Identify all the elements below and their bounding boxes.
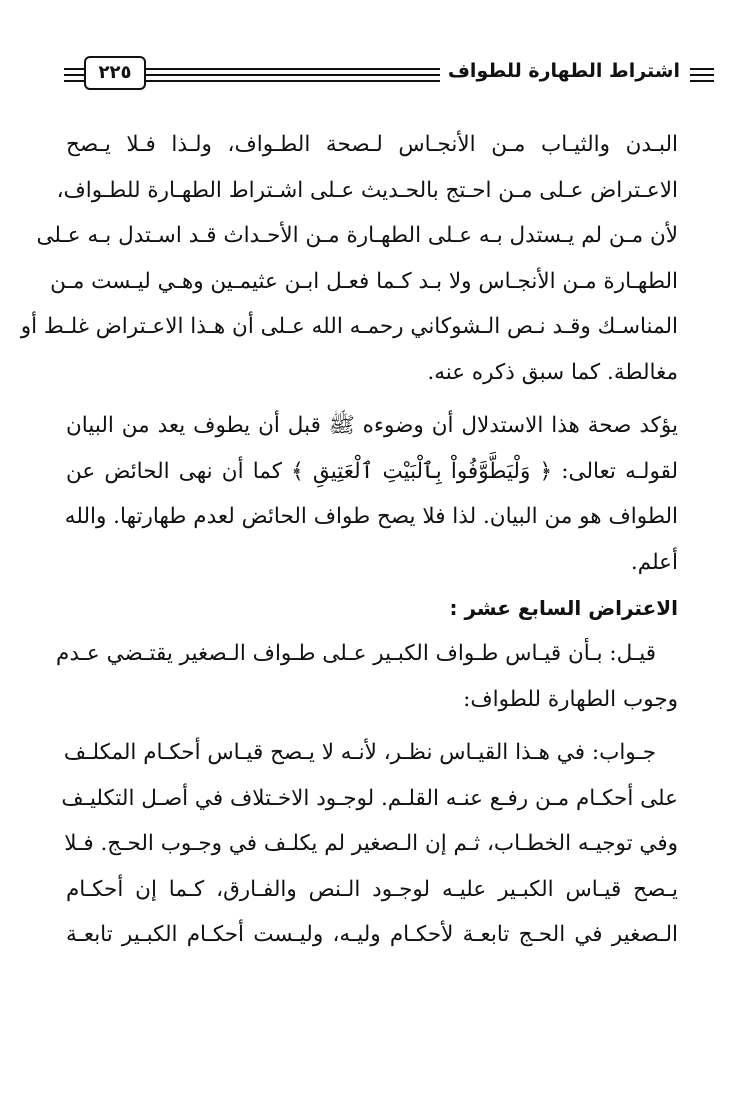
text-line: الطواف هو من البيان. لذا فلا يصح طواف الحائض لعدم طهارتها. والله [64,504,678,529]
text-line: الطهـارة مـن الأنجـاس ولا بـد كـما فعـل ابـن عثيمـين وهـي ليـست مـن [50,268,678,294]
text-line: لأن مـن لم يـستدل بـه عـلى الطهـارة مـن الأحـداث قـد اسـتدل بـه عـلى [36,223,678,248]
objection-paragraph [56,631,678,722]
text-line: أعلم. [630,549,678,575]
paragraph-2 [66,403,678,585]
header-left-mark [64,68,84,82]
paragraph-1 [20,122,678,395]
text-line: على أحكـام مـن رفـع عنـه القلـم. لوجـود الاخـتلاف في أصـل التكليـف [61,785,678,811]
header-title: اشتراط الطهارة للطواف [440,60,690,82]
text-line: يؤكد صحة هذا الاستدلال أن وضوءه ﷺ قبل أن يطوف يعد من البيان [66,413,678,438]
text-line: المناسـك وقـد نـص الـشوكاني رحمـه الله عـلى أن هـذا الاعـتراض غلـط أو [20,314,678,339]
text-line: جـواب: في هـذا القيـاس نظـر، لأنـه لا يـصح قيـاس أحكـام المكلـف [63,740,656,765]
text-line: يـصح قيـاس الكبـير عليـه لوجـود الـنص والفـارق، كـما إن أحكـام [66,876,678,902]
running-header [64,56,714,94]
text-line: وفي توجيـه الخطـاب، ثـم إن الـصغير لم يكلـف في وجـوب الحـج. فـلا [64,831,678,856]
answer-paragraph [61,730,678,958]
text-line: البـدن والثيـاب مـن الأنجـاس لـصحة الطـواف، ولـذا فـلا يـصح [66,132,678,157]
page-number: ٢٢٥ [84,56,146,90]
page-body [20,122,678,958]
text-line: الـصغير في الحـج تابعـة لأحكـام وليـه، وليـست أحكـام الكبـير تابعـة [66,922,678,947]
quran-verse-line: لقولـه تعالى: ﴿ وَلْيَطَّوَّفُواْ بِٱلْبَيْتِ ٱلْعَتِيقِ ﴾ كما أن نهى الحائض عن [66,458,678,484]
text-line: وجوب الطهارة للطواف: [463,686,678,712]
header-right-mark [692,68,714,82]
text-line: الاعـتراض عـلى مـن احـتج بالحـديث عـلى اشـتراط الطهـارة للطـواف، [56,177,678,203]
section-heading: الاعتراض السابع عشر : [449,596,678,620]
text-line: قيـل: بـأن قيـاس طـواف الكبـير عـلى طـواف الـصغير يقتـضي عـدم [56,641,656,666]
text-line: مغالطة. كما سبق ذكره عنه. [427,359,678,385]
